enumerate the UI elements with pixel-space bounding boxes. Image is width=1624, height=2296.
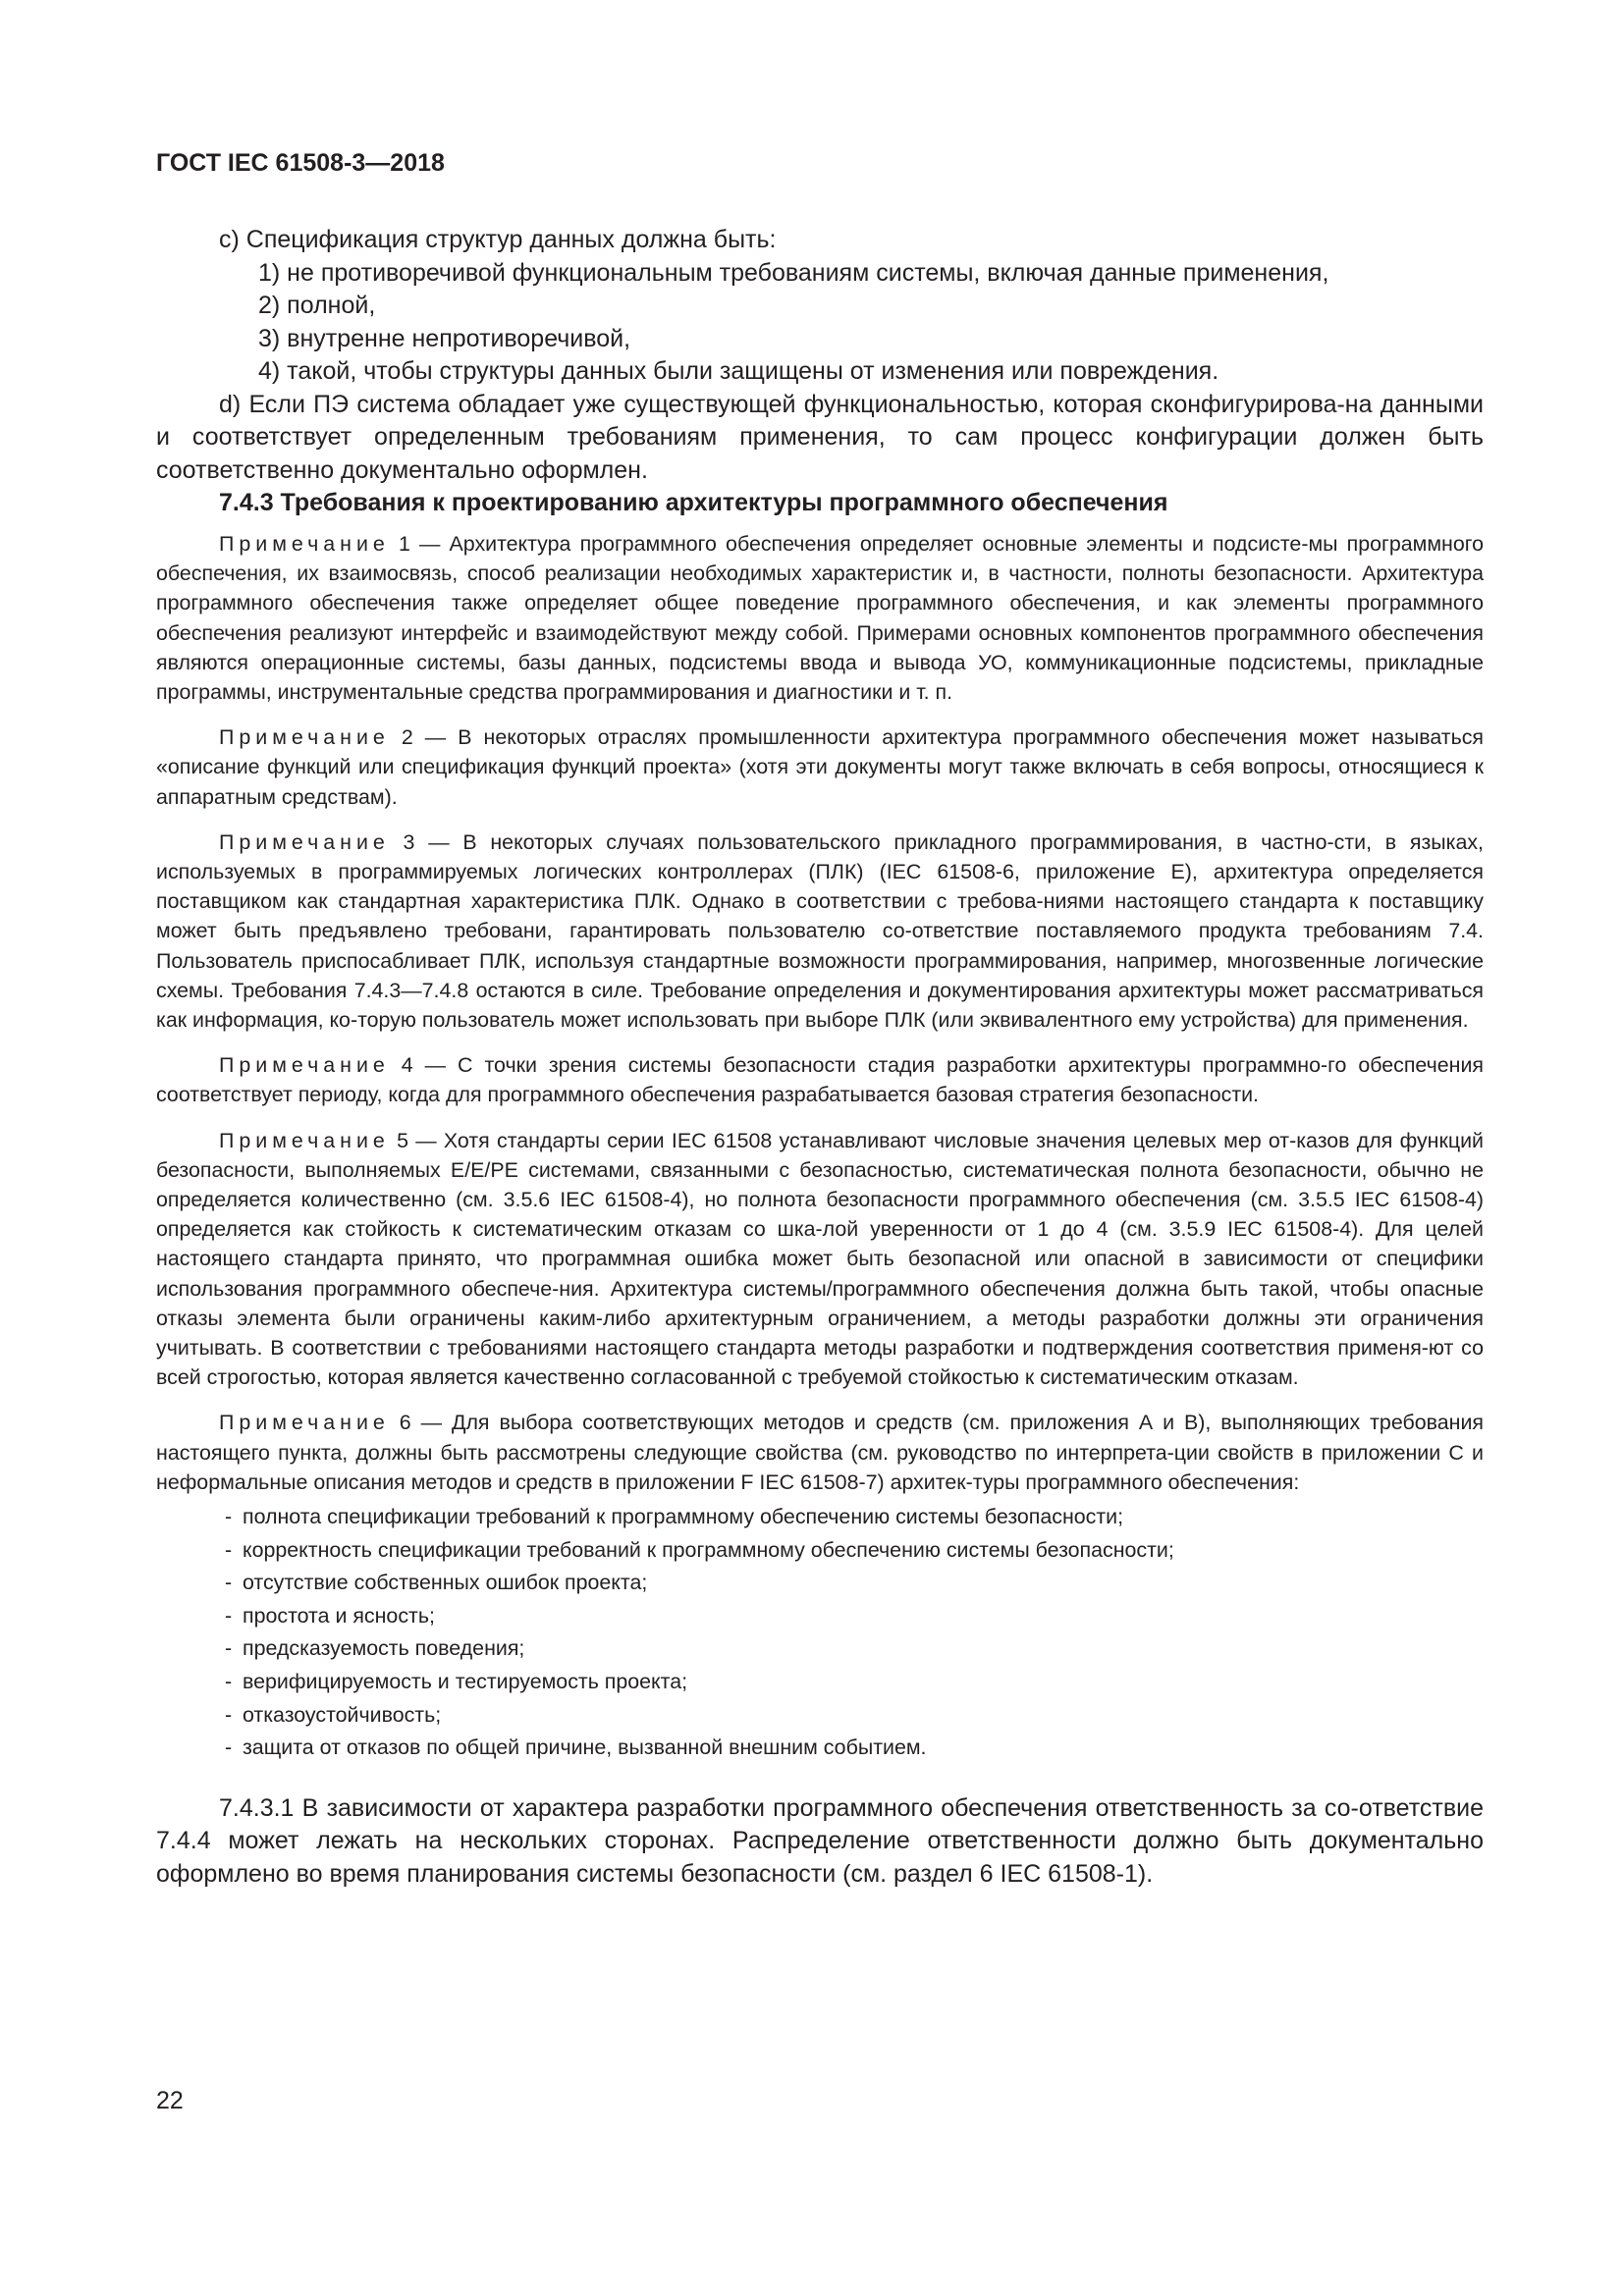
list-dash: - bbox=[225, 1603, 233, 1628]
list-item bbox=[156, 1534, 1484, 1568]
list-item-text: корректность спецификации требований к программному обеспечению системы безопасности; bbox=[243, 1537, 1174, 1562]
note-3 bbox=[156, 828, 1484, 1035]
list-dash: - bbox=[225, 1505, 233, 1529]
list-item-text: простота и ясность; bbox=[243, 1603, 435, 1628]
list-item bbox=[156, 1567, 1484, 1600]
list-dash: - bbox=[225, 1636, 233, 1661]
list-item bbox=[156, 1699, 1484, 1733]
document-header: ГОСТ IEC 61508-3—2018 bbox=[156, 149, 445, 177]
note-text: 5 — Хотя стандарты серии IEC 61508 устанавливают числовые значения целевых мер от-казов для функций безопасности, выполняемых Е/Е/РЕ системами, связанными с безопасностью, систематическая полнота безопасности, обычно не определяется количественно (см. 3.5.6 IEC 61508-4), но полнота безопасности программного обеспечения (см. 3.5.5 IEC 61508-4) определяется как стойкость к систематическим отказам со шка-лой уверенности от 1 до 4 (см. 3.5.9 IEC 61508-4). Для целей настоящего стандарта принято, что программная ошибка может быть безопасной или опасной в зависимости от специфики использования программного обеспече-ния. Архитектура системы/программного обеспечения должна быть такой, чтобы опасные отказы элемента были ограничены каким-либо архитектурным ограничением, а методы разработки должны эти ограничения учитывать. В соответствии с требованиями настоящего стандарта методы разработки и подтверждения соответствия применя-ют со всей строгостью, которая является качественно согласованной с требуемой стойкостью к систематическим отказам. bbox=[156, 1128, 1484, 1390]
item-c-subitem: 2) полной, bbox=[258, 292, 376, 319]
note-label: Примечание bbox=[219, 1411, 390, 1435]
list-item bbox=[156, 1501, 1484, 1534]
list-dash: - bbox=[225, 1571, 233, 1595]
properties-list bbox=[156, 1501, 1484, 1765]
note-label: Примечание bbox=[219, 725, 390, 750]
note-label: Примечание bbox=[219, 1128, 390, 1152]
list-item-text: полнота спецификации требований к программному обеспечению системы безопасности; bbox=[243, 1505, 1124, 1529]
list-item-text: отсутствие собственных ошибок проекта; bbox=[243, 1571, 648, 1595]
note-text: 3 — В некоторых случаях пользовательского прикладного программирования, в частно-сти, в языках, используемых в программируемых логических контроллерах (ПЛК) (IEC 61508-6, приложение Е), архитектура определяется поставщиком как стандартная характеристика ПЛК. Однако в соответствии с требова-ниями настоящего стандарта к поставщику может быть предъявлено требовани, гарантировать пользователю со-ответствие поставляемого продукта требованиям 7.4. Пользователь приспосабливает ПЛК, используя стандартные возможности программирования, например, многозвенные логические схемы. Требования 7.4.3—7.4.8 остаются в силе. Требование определения и документирования архитектуры может рассматриваться как информация, ко-торую пользователь может использовать при выборе ПЛК (или эквивалентного ему устройства) для применения. bbox=[156, 829, 1484, 1033]
list-item bbox=[156, 1666, 1484, 1699]
note-label: Примечание bbox=[219, 1053, 390, 1078]
note-1 bbox=[156, 529, 1484, 707]
item-c-subitem: 1) не противоречивой функциональным требованиям системы, включая данные применения, bbox=[258, 258, 1329, 287]
item-c-intro: c) Спецификация структур данных должна быть: bbox=[219, 226, 777, 253]
section-heading: 7.4.3 Требования к проектированию архитектуры программного обеспечения bbox=[219, 489, 1168, 516]
page-number: 22 bbox=[156, 2087, 184, 2114]
list-item bbox=[156, 1600, 1484, 1633]
note-5 bbox=[156, 1126, 1484, 1393]
list-item-text: верифицируемость и тестируемость проекта; bbox=[243, 1670, 688, 1694]
clause-7-4-3-1: 7.4.3.1 В зависимости от характера разработки программного обеспечения ответственность за со-ответствие 7.4.4 может лежать на нескольких сторонах. Распределение ответственности должно быть документально оформлено во время планирования системы безопасности (см. раздел 6 IEC 61508-1). bbox=[156, 1793, 1484, 1888]
document-body bbox=[156, 224, 1484, 1891]
list-dash: - bbox=[225, 1702, 233, 1727]
item-d-paragraph: d) Если ПЭ система обладает уже существующей функциональностью, которая сконфигурирова-на данными и соответствует определенным требованиям применения, то сам процесс конфигурации должен быть соответственно документально оформлен. bbox=[156, 390, 1484, 484]
note-4 bbox=[156, 1050, 1484, 1109]
list-item bbox=[156, 1732, 1484, 1765]
note-text: 6 — Для выбора соответствующих методов и средств (см. приложения А и В), выполняющих требования настоящего пункта, должны быть рассмотрены следующие свойства (см. руководство по интерпрета-ции свойств в приложении С и неформальные описания методов и средств в приложении F IEC 61508-7) архитек-туры программного обеспечения: bbox=[156, 1411, 1484, 1494]
note-text: 2 — В некоторых отраслях промышленности архитектура программного обеспечения может называться «описание функций или спецификация функций проекта» (хотя эти документы могут также включать в себя вопросы, относящиеся к аппаратным средствам). bbox=[156, 725, 1484, 809]
note-label: Примечание bbox=[219, 532, 390, 556]
note-6 bbox=[156, 1408, 1484, 1497]
list-item bbox=[156, 1632, 1484, 1666]
note-label: Примечание bbox=[219, 829, 390, 854]
note-text: 1 — Архитектура программного обеспечения определяет основные элементы и подсисте-мы программного обеспечения, их взаимосвязь, способ реализации необходимых характеристик и, в частности, полноты безопасности. Архитектура программного обеспечения также определяет общее поведение программного обеспечения, и как элементы программного обеспечения реализуют интерфейс и взаимодействуют между собой. Примерами основных компонентов программного обеспечения являются операционные системы, базы данных, подсистемы ввода и вывода УО, коммуникационные подсистемы, прикладные программы, инструментальные средства программирования и диагностики и т. п. bbox=[156, 532, 1484, 705]
item-c-subitem: 4) такой, чтобы структуры данных были защищены от изменения или повреждения. bbox=[258, 357, 1219, 385]
note-2 bbox=[156, 722, 1484, 812]
list-item-text: защита от отказов по общей причине, вызванной внешним событием. bbox=[243, 1735, 927, 1760]
list-item-text: предсказуемость поведения; bbox=[243, 1636, 525, 1661]
list-dash: - bbox=[225, 1537, 233, 1562]
note-text: 4 — С точки зрения системы безопасности стадия разработки архитектуры программно-го обеспечения соответствует периоду, когда для программного обеспечения разрабатывается базовая стратегия безопасности. bbox=[156, 1053, 1484, 1107]
item-c-subitem: 3) внутренне непротиворечивой, bbox=[258, 324, 631, 352]
list-item-text: отказоустойчивость; bbox=[243, 1702, 442, 1727]
list-dash: - bbox=[225, 1670, 233, 1694]
list-dash: - bbox=[225, 1735, 233, 1760]
